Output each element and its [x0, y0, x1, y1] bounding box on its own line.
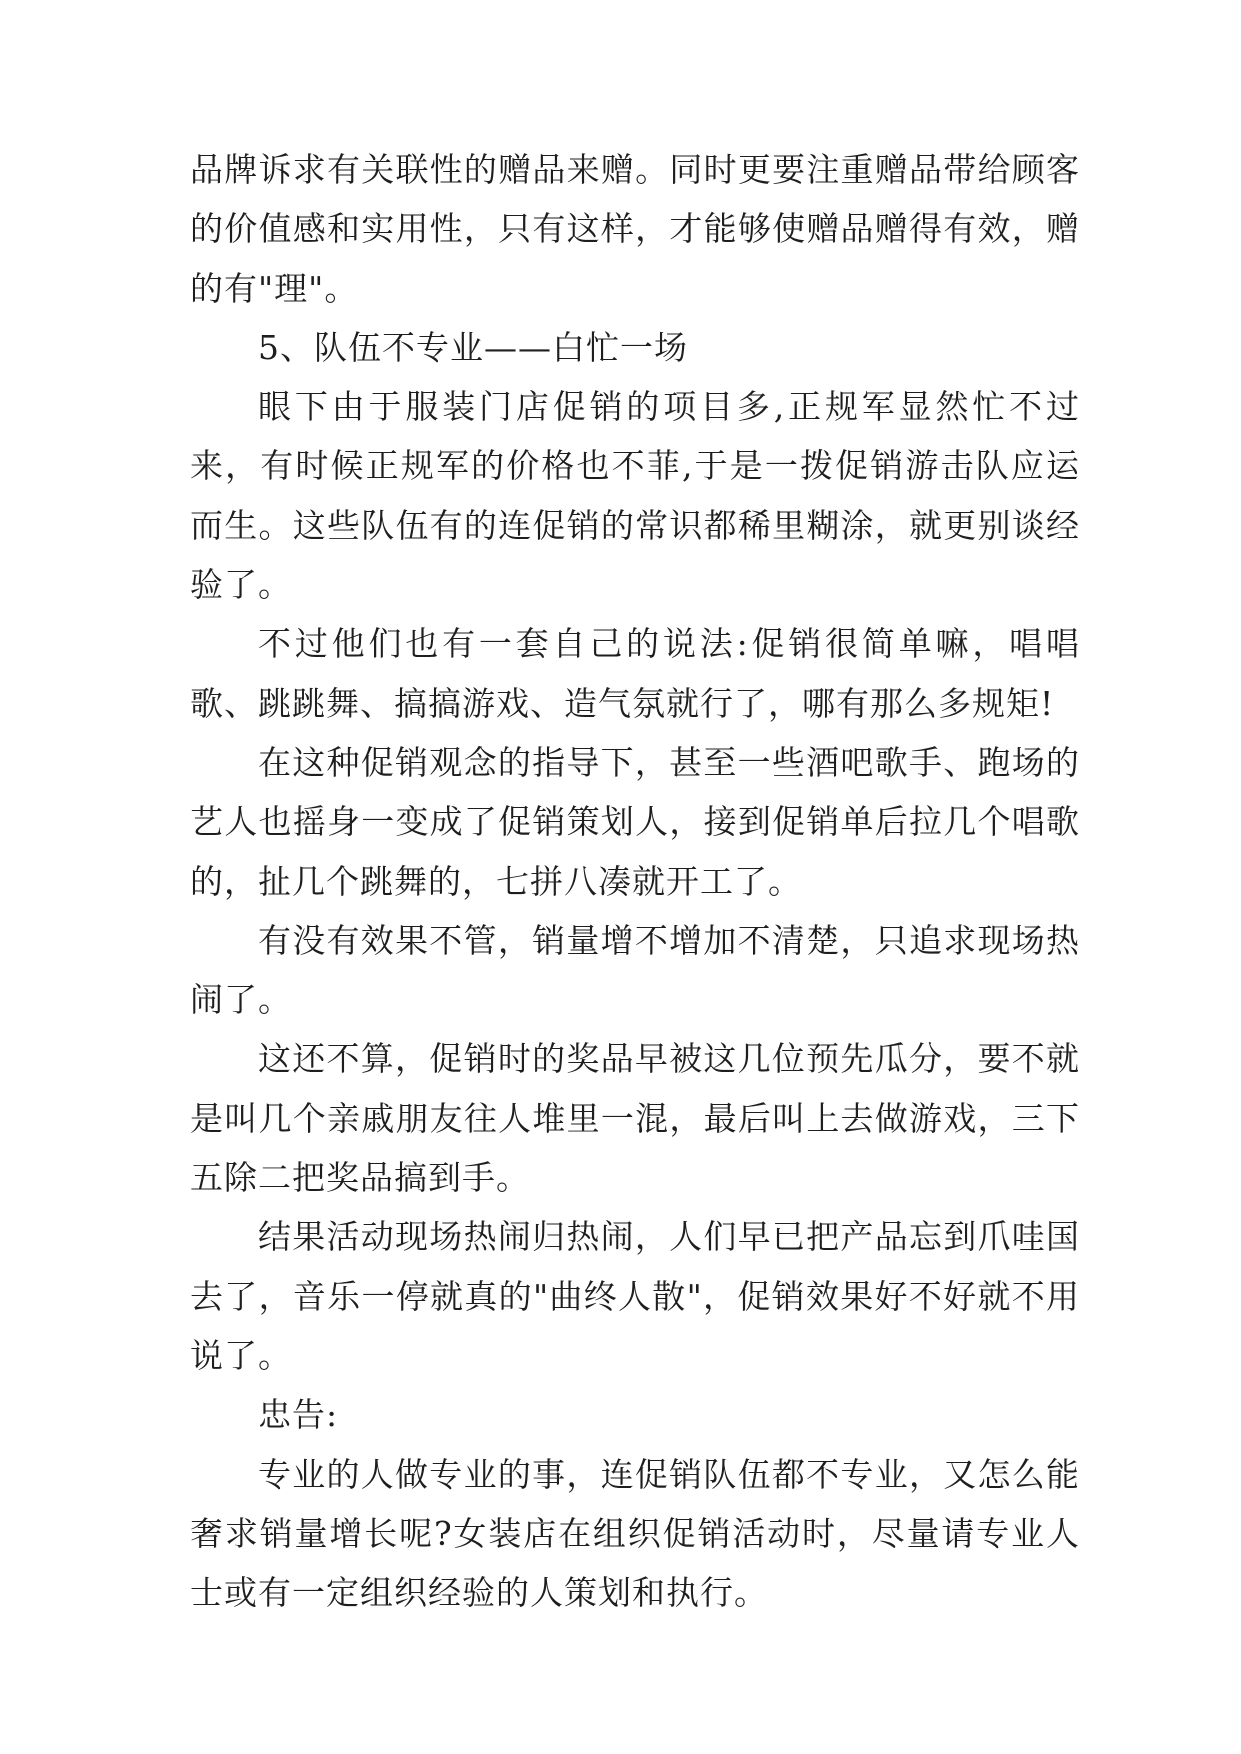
paragraph-4: 不过他们也有一套自己的说法:促销很简单嘛，唱唱歌、跳跳舞、搞搞游戏、造气氛就行了，哪有那么多规矩!	[190, 624, 1080, 723]
paragraph-10: 专业的人做专业的事，连促销队伍都不专业，又怎么能奢求销量增长呢?女装店在组织促销活动时，尽量请专业人士或有一定组织经验的人策划和执行。	[190, 1454, 1080, 1613]
advice-heading: 忠告:	[258, 1395, 339, 1435]
document-body	[190, 140, 1080, 1622]
paragraph-6: 有没有效果不管，销量增不增加不清楚，只追求现场热闹了。	[190, 920, 1080, 1020]
paragraph-1: 品牌诉求有关联性的赠品来赠。同时更要注重赠品带给顾客的价值感和实用性，只有这样，才能够使赠品赠得有效，赠的有"理"。	[190, 150, 1080, 308]
paragraph-8: 结果活动现场热闹归热闹，人们早已把产品忘到爪哇国去了，音乐一停就真的"曲终人散"，促销效果好不好就不用说了。	[190, 1217, 1080, 1375]
section-heading-5: 5、队伍不专业——白忙一场	[258, 327, 688, 367]
paragraph-5: 在这种促销观念的指导下，甚至一些酒吧歌手、跑场的艺人也摇身一变成了促销策划人，接到促销单后拉几个唱歌的，扯几个跳舞的，七拼八凑就开工了。	[190, 742, 1080, 901]
paragraph-3: 眼下由于服装门店促销的项目多,正规军显然忙不过来，有时候正规军的价格也不菲,于是一拨促销游击队应运而生。这些队伍有的连促销的常识都稀里糊涂，就更别谈经验了。	[190, 387, 1080, 605]
paragraph-7: 这还不算，促销时的奖品早被这几位预先瓜分，要不就是叫几个亲戚朋友往人堆里一混，最后叫上去做游戏，三下五除二把奖品搞到手。	[190, 1039, 1080, 1198]
